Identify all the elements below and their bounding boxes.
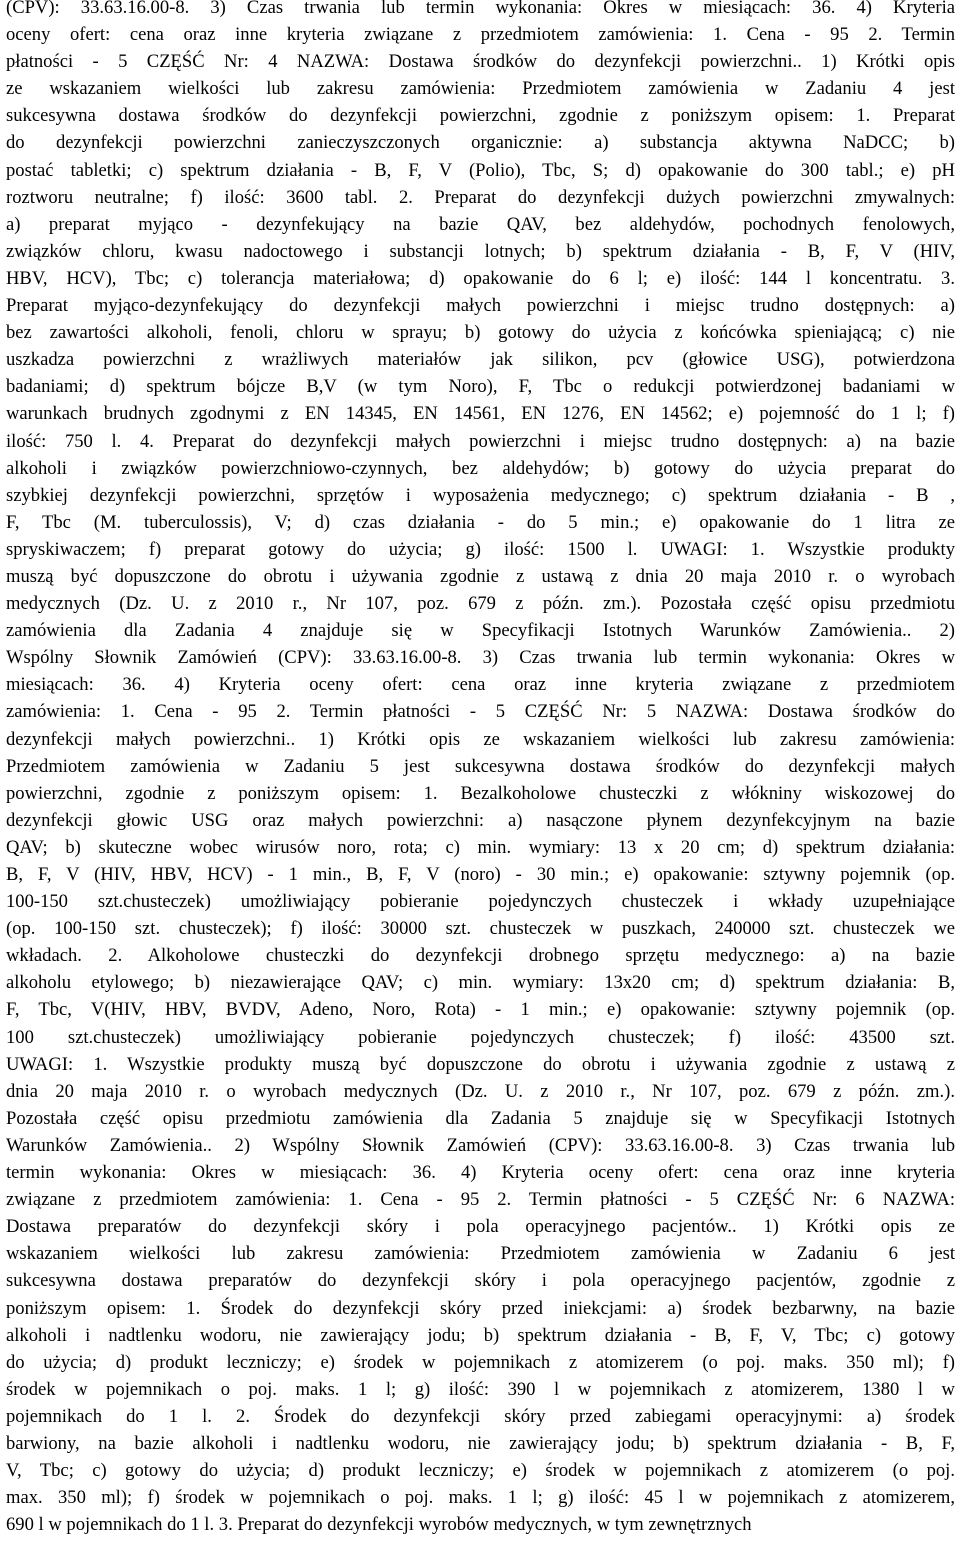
text-line: Dostawa preparatów do dezynfekcji skóry i pola operacyjnego pacjentów.. 1) Krótki opis ze — [6, 1216, 955, 1238]
text-line: poniższym opisem: 1. Środek do dezynfekcji skóry przed iniekcjami: a) środek bezbarwny, na bazie — [6, 1297, 955, 1319]
text-line: związane z przedmiotem zamówienia: 1. Cena - 95 2. Termin płatności - 5 CZĘŚĆ Nr: 6 NAZWA: — [6, 1189, 955, 1211]
text-line: muszą być dopuszczone do obrotu i używania zgodnie z ustawą z dnia 20 maja 2010 r. o wyrobach — [6, 565, 955, 587]
text-line: postać tabletki; c) spektrum działania - B, F, V (Polio), Tbc, S; d) opakowanie do 300 tabl.; e) pH — [6, 159, 955, 181]
text-line: środek w pojemnikach o poj. maks. 1 l; g) ilość: 390 l w pojemnikach z atomizerem, 1380 l w — [6, 1378, 955, 1400]
text-line: ze wskazaniem wielkości lub zakresu zamówienia: Przedmiotem zamówienia w Zadaniu 4 jest — [6, 78, 955, 100]
text-line: wskazaniem wielkości lub zakresu zamówienia: Przedmiotem zamówienia w Zadaniu 6 jest — [6, 1243, 955, 1265]
text-line: QAV; b) skuteczne wobec wirusów noro, rota; c) min. wymiary: 13 x 20 cm; d) spektrum działania: — [6, 836, 955, 858]
text-line: do dezynfekcji powierzchni zanieczyszczonych organicznie: a) substancja aktywna NaDCC; b) — [6, 132, 955, 154]
text-line: 100 szt.chusteczek) umożliwiający pobieranie pojedynczych chusteczek; f) ilość: 43500 szt. — [6, 1026, 955, 1048]
text-line: 100-150 szt.chusteczek) umożliwiający pobieranie pojedynczych chusteczek i wkłady uzupełniające — [6, 891, 955, 913]
text-line: Przedmiotem zamówienia w Zadaniu 5 jest sukcesywna dostawa środków do dezynfekcji małych — [6, 755, 955, 777]
text-line: spryskiwaczem; f) preparat gotowy do użycia; g) ilość: 1500 l. UWAGI: 1. Wszystkie produkty — [6, 538, 955, 560]
text-line: dezynfekcji małych powierzchni.. 1) Krótki opis ze wskazaniem wielkości lub zakresu zamówienia: — [6, 728, 955, 750]
text-line: płatności - 5 CZĘŚĆ Nr: 4 NAZWA: Dostawa środków do dezynfekcji powierzchni.. 1) Krótki opis — [6, 51, 955, 73]
text-line: miesiącach: 36. 4) Kryteria oceny ofert: cena oraz inne kryteria związane z przedmiotem — [6, 674, 955, 696]
text-line: a) preparat myjąco - dezynfekujący na bazie QAV, bez aldehydów, pochodnych fenolowych, — [6, 213, 955, 235]
text-line: UWAGI: 1. Wszystkie produkty muszą być dopuszczone do obrotu i używania zgodnie z ustawą z — [6, 1053, 955, 1075]
text-line: uszkadza powierzchni z wrażliwych materiałów jak silikon, pcv (głowice USG), potwierdzona — [6, 349, 955, 371]
text-line: badaniami; d) spektrum bójcze B,V (w tym Noro), F, Tbc o redukcji potwierdzonej badaniami w — [6, 376, 955, 398]
text-line: max. 350 ml); f) środek w pojemnikach o poj. maks. 1 l; g) ilość: 45 l w pojemnikach z atomizerem, — [6, 1487, 955, 1509]
text-line: alkoholu etylowego; b) niezawierające QAV; c) min. wymiary: 13x20 cm; d) spektrum działania: B, — [6, 972, 955, 994]
text-line: HBV, HCV), Tbc; c) tolerancja materiałowa; d) opakowanie do 6 l; e) ilość: 144 l koncentratu. 3. — [6, 267, 955, 289]
text-line: (CPV): 33.63.16.00-8. 3) Czas trwania lub termin wykonania: Okres w miesiącach: 36. 4) Kryteria — [6, 0, 955, 18]
text-line: powierzchni, zgodnie z poniższym opisem: 1. Bezalkoholowe chusteczki z włókniny wiskozowej do — [6, 782, 955, 804]
text-line: sukcesywna dostawa środków do dezynfekcji powierzchni, zgodnie z poniższym opisem: 1. Preparat — [6, 105, 955, 127]
text-line: zamówienia: 1. Cena - 95 2. Termin płatności - 5 CZĘŚĆ Nr: 5 NAZWA: Dostawa środków do — [6, 701, 955, 723]
text-line: Warunków Zamówienia.. 2) Wspólny Słownik Zamówień (CPV): 33.63.16.00-8. 3) Czas trwania lub — [6, 1134, 955, 1156]
text-line: medycznych (Dz. U. z 2010 r., Nr 107, poz. 679 z późn. zm.). Pozostała część opisu przedmiotu — [6, 593, 955, 615]
text-line: ilość: 750 l. 4. Preparat do dezynfekcji małych powierzchni i miejsc trudno dostępnych: a) na bazie — [6, 430, 955, 452]
text-line: Preparat myjąco-dezynfekujący do dezynfekcji małych powierzchni i miejsc trudno dostępnych: a) — [6, 295, 955, 317]
text-line: wkładach. 2. Alkoholowe chusteczki do dezynfekcji drobnego sprzętu medycznego: a) na bazie — [6, 945, 955, 967]
text-line: warunkach brudnych zgodnymi z EN 14345, EN 14561, EN 1276, EN 14562; e) pojemność do 1 l; f) — [6, 403, 955, 425]
text-line: barwiony, na bazie alkoholi i nadtlenku wodoru, nie zawierający jodu; b) spektrum działania - B, F, — [6, 1432, 955, 1454]
text-line: F, Tbc (M. tuberculossis), V; d) czas działania - do 5 min.; e) opakowanie do 1 litra ze — [6, 511, 955, 533]
text-line: roztworu neutralne; f) ilość: 3600 tabl. 2. Preparat do dezynfekcji dużych powierzchni zmywalnych: — [6, 186, 955, 208]
text-line: zamówienia dla Zadania 4 znajduje się w Specyfikacji Istotnych Warunków Zamówienia.. 2) — [6, 620, 955, 642]
text-line: B, F, V (HIV, HBV, HCV) - 1 min., B, F, V (noro) - 30 min.; e) opakowanie: sztywny pojemnik (op. — [6, 864, 955, 885]
text-line: związków chloru, kwasu nadoctowego i substancji lotnych; b) spektrum działania - B, F, V (HIV, — [6, 240, 955, 262]
text-line: do użycia; d) produkt leczniczy; e) środek w pojemnikach z atomizerem (o poj. maks. 350 ml); f) — [6, 1351, 955, 1373]
text-line: V, Tbc; c) gotowy do użycia; d) produkt leczniczy; e) środek w pojemnikach z atomizerem (o poj. — [6, 1460, 955, 1482]
text-line: alkoholi i nadtlenku wodoru, nie zawierający jodu; b) spektrum działania - B, F, V, Tbc; c) gotowy — [6, 1324, 955, 1346]
document-body-text — [6, 0, 955, 1538]
text-line: alkoholi i związków powierzchniowo-czynnych, bez aldehydów; b) gotowy do użycia preparat do — [6, 457, 955, 479]
text-line: dezynfekcji głowic USG oraz małych powierzchni: a) nasączone płynem dezynfekcyjnym na bazie — [6, 809, 955, 831]
text-line: pojemnikach do 1 l. 2. Środek do dezynfekcji skóry przed zabiegami operacyjnymi: a) środek — [6, 1405, 955, 1427]
text-line: dnia 20 maja 2010 r. o wyrobach medycznych (Dz. U. z 2010 r., Nr 107, poz. 679 z późn. zm.). — [6, 1080, 955, 1102]
text-line: F, Tbc, V(HIV, HBV, BVDV, Adeno, Noro, Rota) - 1 min.; e) opakowanie: sztywny pojemnik (op. — [6, 999, 955, 1021]
text-line: Wspólny Słownik Zamówień (CPV): 33.63.16.00-8. 3) Czas trwania lub termin wykonania: Okres w — [6, 647, 955, 669]
text-line: termin wykonania: Okres w miesiącach: 36. 4) Kryteria oceny ofert: cena oraz inne kryteria — [6, 1162, 955, 1184]
text-line: bez zawartości alkoholi, fenoli, chloru w sprayu; b) gotowy do użycia z końcówka spieniającą; c) nie — [6, 322, 955, 344]
text-line: 690 l w pojemnikach do 1 l. 3. Preparat do dezynfekcji wyrobów medycznych, w tym zewnętrznych — [6, 1514, 752, 1536]
text-line: szybkiej dezynfekcji powierzchni, sprzętów i wyposażenia medycznego; c) spektrum działania - B , — [6, 484, 955, 506]
text-line: (op. 100-150 szt. chusteczek); f) ilość: 30000 szt. chusteczek w puszkach, 240000 szt. chusteczek we — [6, 918, 955, 940]
text-line: Pozostała część opisu przedmiotu zamówienia dla Zadania 5 znajduje się w Specyfikacji Istotnych — [6, 1107, 955, 1129]
text-line: oceny ofert: cena oraz inne kryteria związane z przedmiotem zamówienia: 1. Cena - 95 2. Termin — [6, 24, 955, 46]
text-line: sukcesywna dostawa preparatów do dezynfekcji skóry i pola operacyjnego pacjentów, zgodnie z — [6, 1270, 955, 1292]
